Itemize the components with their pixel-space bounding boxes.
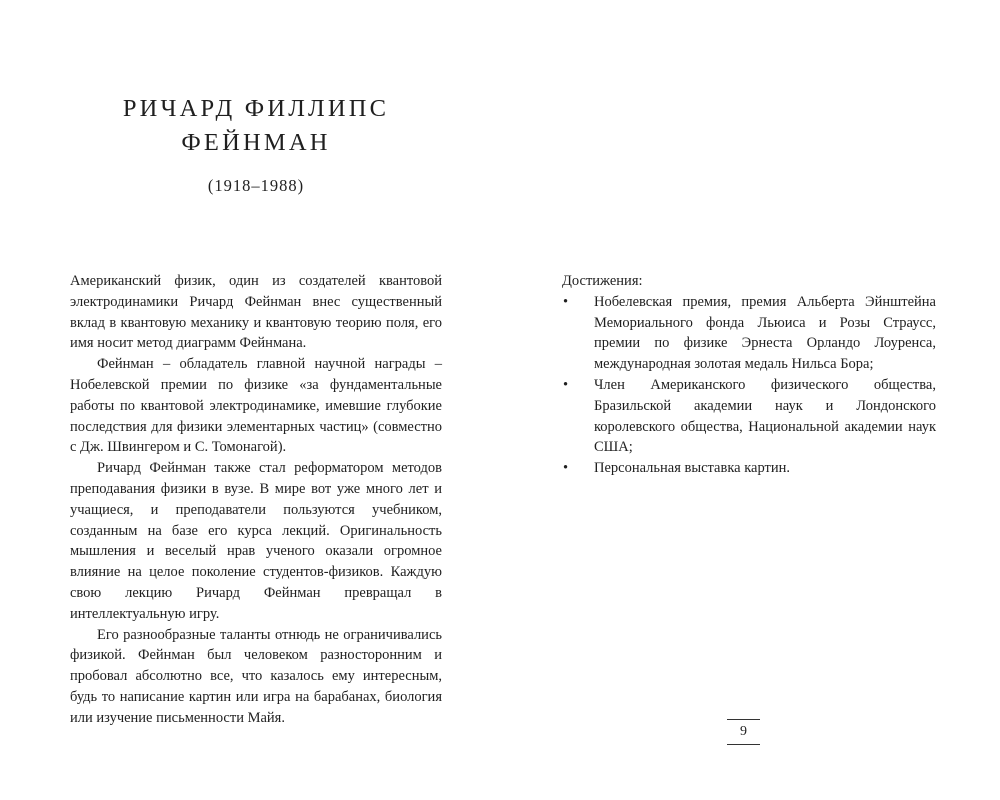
- title-name-line1: РИЧАРД ФИЛЛИПС: [122, 95, 390, 122]
- achievement-item: [562, 292, 936, 375]
- biography-paragraph-2: Фейнман – обладатель главной научной награды – Нобелевской премии по физике «за фундаментальные работы по квантовой электродинамике, имевшие глубокие последствия для физики элементарных частиц» (совместно с Дж. Швингером и С. Томонагой).: [70, 356, 442, 456]
- biography-paragraph-4: Его разнообразные таланты отнюдь не ограничивались физикой. Фейнман был человеком разносторонним и пробовал абсолютно все, что казалось ему интересным, будь то написание картин или игра на барабанах, биология или изучение письменности Майя.: [70, 626, 442, 726]
- bullet-icon: •: [563, 376, 569, 393]
- biography-paragraph-3: Ричард Фейнман также стал реформатором методов преподавания физики в вузе. В мире вот уже много лет и учащиеся, и преподаватели пользуются учебником, созданным на базе его курса лекций. Оригинальность мышления и веселый нрав ученого оказали огромное влияние на целое поколение студентов-физиков. Каждую свою лекцию Ричард Фейнман превращал в интеллектуальную игру.: [70, 460, 442, 622]
- biography-text: [70, 271, 442, 729]
- achievement-text: Персональная выставка картин.: [594, 460, 791, 477]
- achievements-section: [562, 271, 936, 479]
- achievements-list: [562, 292, 936, 479]
- achievement-text: Член Американского физического общества, Бразильской академии наук и Лондонского королевского общества, Национальной академии наук США;: [594, 376, 936, 456]
- page-number: 9: [727, 719, 760, 745]
- achievements-heading: Достижения:: [562, 273, 643, 289]
- life-years: (1918–1988): [207, 176, 305, 195]
- title-block: [70, 92, 442, 196]
- achievement-item: [562, 375, 936, 458]
- title-name-line2: ФЕЙНМАН: [181, 129, 331, 156]
- bullet-icon: •: [563, 293, 569, 310]
- bullet-icon: •: [563, 460, 569, 477]
- biography-paragraph-1: Американский физик, один из создателей квантовой электродинамики Ричард Фейнман внес существенный вклад в квантовую механику и квантовую теорию поля, его имя носит метод диаграмм Фейнмана.: [70, 273, 442, 352]
- achievement-item: [562, 458, 936, 479]
- achievement-text: Нобелевская премия, премия Альберта Эйнштейна Мемориального фонда Льюиса и Розы Страусс, премии по физике Эрнеста Орландо Лоуренса, международная золотая медаль Нильса Бора;: [594, 293, 936, 373]
